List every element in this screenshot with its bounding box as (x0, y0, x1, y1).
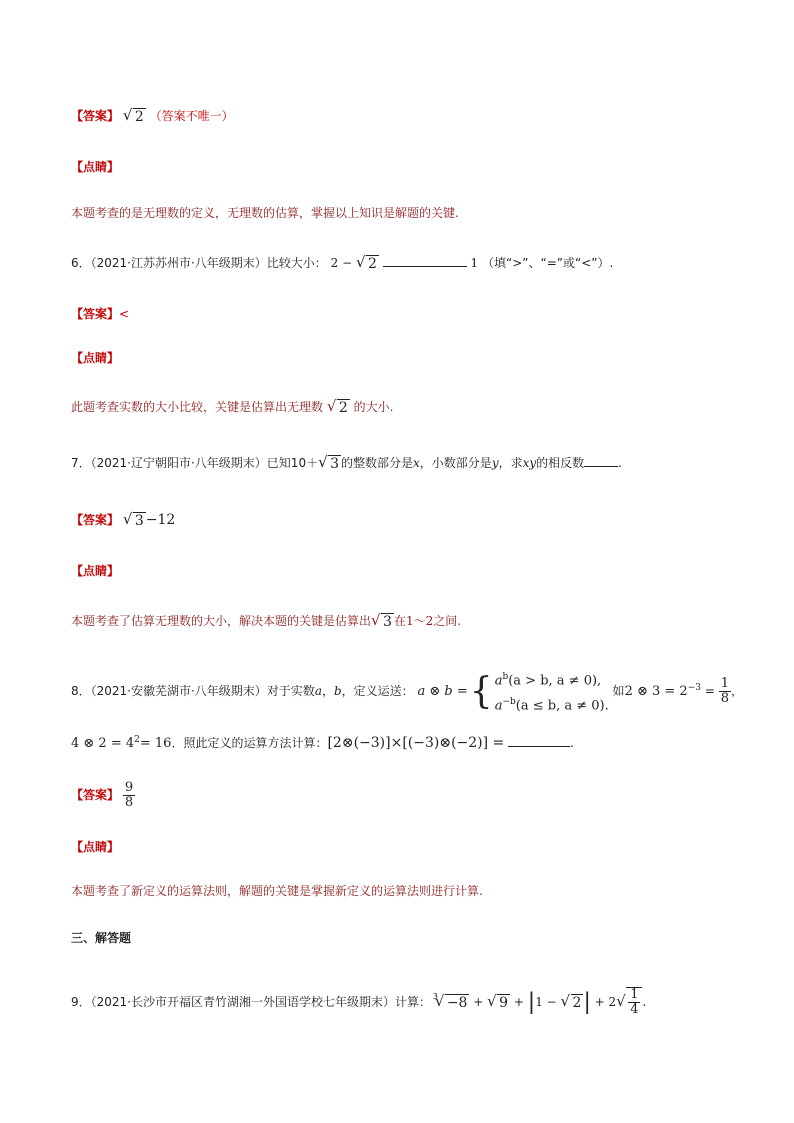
piecewise-definition: a ⊗ b = { $a^b(a > b$, a ≠ 0), $a^{-b}(a \le b$, a ≠ 0). (418, 667, 609, 716)
answer-note: （答案不唯一） (149, 109, 234, 123)
section-heading: 三、解答题 (71, 931, 132, 945)
q6-comment-tag: 【点睛】 (71, 351, 120, 365)
q7-answer: 【答案】 √ 3 −12 (71, 511, 175, 530)
answer-blank[interactable] (584, 466, 618, 467)
answer-tag: 【答案】 (71, 109, 120, 123)
sqrt-expression: √ 2 (123, 108, 146, 126)
q7-question: 7．（2021·辽宁朝阳市·八年级期末）已知10＋√ 3 的整数部分是x，小数部分是y，求xy的相反数 . (71, 454, 622, 473)
answer-blank[interactable] (383, 266, 467, 267)
fraction: √ $\frac{1}{4}$ (630, 987, 639, 1017)
case-1: $a^b(a > b$, a ≠ 0), (494, 672, 602, 689)
q9-question: 9．（2021·长沙市开福区青竹湖湘一外国语学校七年级期末）计算： √ 3 −8 + √ 9 + |1 − √ 2| + 2 √ $\frac{1}{4}$ . (71, 982, 646, 1023)
q5-answer (71, 107, 234, 126)
q6-comment: 此题考查实数的大小比较，关键是估算出无理数 √ 2 的大小. (71, 398, 393, 417)
sqrt-expression: √ 2 (327, 399, 350, 417)
cube-root-expression: √ 3 −8 (435, 983, 470, 1023)
sqrt-expression: √ 3 (371, 613, 394, 631)
q8-answer: 【答案】 $\frac{9}{8}$ (71, 780, 134, 810)
sqrt-expression: √ 3 (318, 455, 341, 473)
q8-question-line1: 8．（2021·安徽芜湖市·八年级期末）对于实数a，b，定义运送： a ⊗ b = { $a^b(a > b$, a ≠ 0), $a^{-b}(a \le b$, a ≠ 0). 如2 ⊗ $3 = 2^{-3}$ = $\frac{1}{8}$ ， (71, 666, 743, 716)
q6-answer: 【答案】< (71, 307, 130, 321)
sqrt-expression: √ 2 (356, 255, 379, 273)
q8-comment: 本题考查了新定义的运算法则，解题的关键是掌握新定义的运算法则进行计算. (71, 884, 483, 898)
q7-comment-tag: 【点睛】 (71, 564, 120, 578)
q5-comment: 本题考查的是无理数的定义，无理数的估算，掌握以上知识是解题的关键. (71, 206, 459, 220)
q8-comment-tag: 【点睛】 (71, 840, 120, 854)
sqrt-expression: √ 2 (561, 983, 584, 1023)
case-2: $a^{-b}(a \le b$, a ≠ 0). (494, 696, 609, 713)
fraction: $\frac{1}{8}$ (720, 676, 729, 706)
answer-blank[interactable] (508, 746, 570, 747)
q8-question-line2: 4 ⊗ $2 = 4^2= 16$．照此定义的运算方法计算：[2⊗(−3)]×[(−3)⊗(−2)] = . (71, 735, 574, 751)
sqrt-fraction-expression (616, 983, 642, 1023)
sqrt-expression: √ 9 (487, 983, 510, 1023)
q7-comment: 本题考查了估算无理数的大小，解决本题的关键是估算出√ 3 在1～2之间. (71, 612, 461, 631)
sqrt-expression: √ 3 (123, 512, 146, 530)
fraction: $\frac{9}{8}$ (124, 780, 134, 810)
q5-comment-tag: 【点睛】 (71, 160, 120, 174)
q6-question: 6．（2021·江苏苏州市·八年级期末）比较大小： 2 − √ 2 1 （填“>”、“=”或“<”）. (71, 254, 613, 273)
